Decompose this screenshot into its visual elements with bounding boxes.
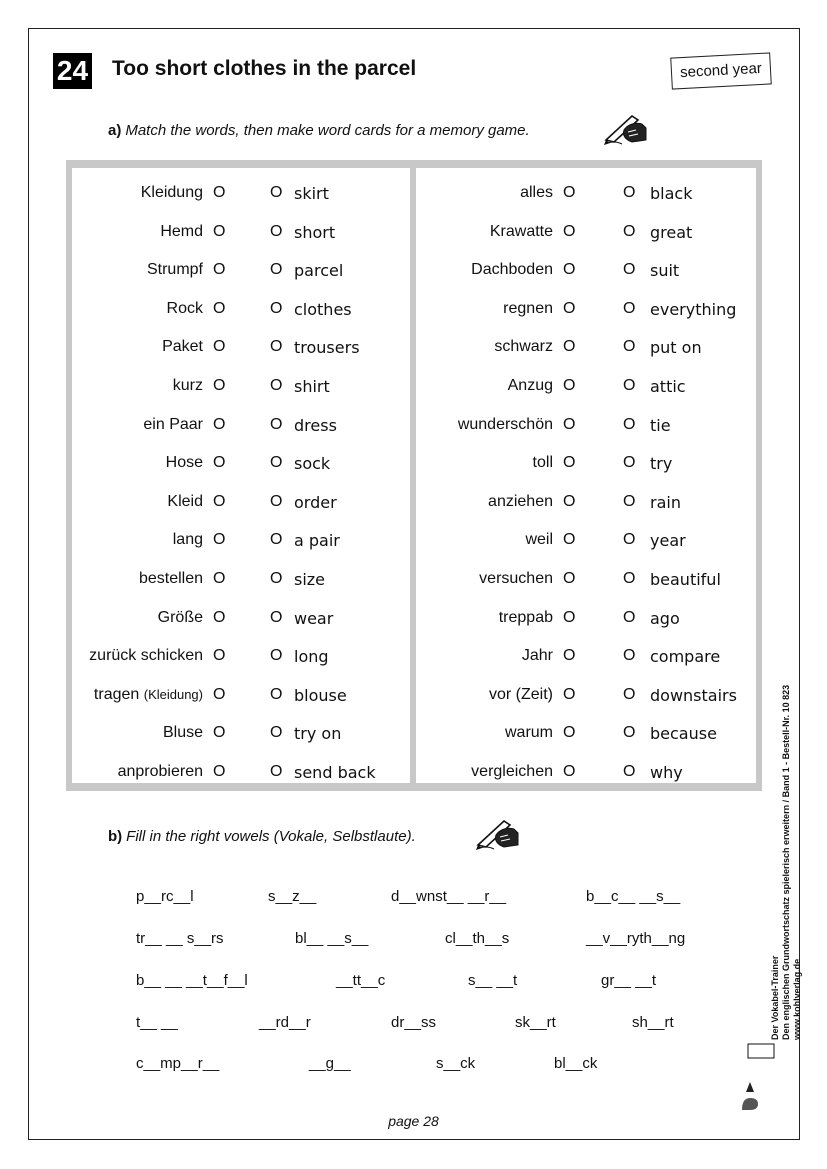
english-word: downstairs bbox=[650, 685, 737, 705]
fill-word[interactable]: cl__th__s bbox=[445, 930, 510, 947]
match-circle-left[interactable]: O bbox=[213, 415, 226, 433]
match-circle-left[interactable]: O bbox=[563, 724, 576, 742]
english-word: order bbox=[294, 492, 337, 512]
match-row bbox=[416, 759, 756, 789]
german-word: schwarz bbox=[494, 338, 553, 356]
writing-hand-icon bbox=[474, 815, 520, 851]
page-title: Too short clothes in the parcel bbox=[112, 57, 417, 80]
fill-word[interactable]: __rd__r bbox=[259, 1014, 311, 1031]
german-word-note: (Kleidung) bbox=[143, 686, 203, 702]
english-word: suit bbox=[650, 261, 680, 281]
matching-panel-right bbox=[416, 168, 756, 783]
match-circle-right[interactable]: O bbox=[623, 261, 636, 279]
match-circle-right[interactable]: O bbox=[270, 415, 283, 433]
german-word: Jahr bbox=[521, 647, 553, 665]
german-word: vor (Zeit) bbox=[489, 685, 553, 703]
match-circle-right[interactable]: O bbox=[623, 338, 636, 356]
task-b-label: b) bbox=[108, 828, 123, 845]
english-word: beautiful bbox=[650, 570, 721, 589]
german-word: toll bbox=[532, 454, 553, 472]
match-circle-left[interactable]: O bbox=[563, 685, 576, 703]
match-row bbox=[72, 334, 410, 364]
english-word: attic bbox=[650, 377, 686, 396]
match-row bbox=[416, 257, 756, 287]
german-word: Paket bbox=[162, 338, 203, 356]
match-row bbox=[416, 373, 756, 403]
match-circle-right[interactable]: O bbox=[623, 454, 636, 472]
match-circle-left[interactable]: O bbox=[213, 724, 226, 742]
english-word: send back bbox=[294, 763, 376, 782]
match-row bbox=[72, 682, 410, 712]
german-word: Strumpf bbox=[146, 261, 203, 279]
fill-word[interactable]: gr__ __t bbox=[601, 972, 657, 989]
match-row bbox=[416, 180, 756, 210]
match-circle-left[interactable]: O bbox=[563, 299, 576, 317]
english-word: short bbox=[294, 222, 336, 242]
fill-word[interactable]: t__ __ bbox=[136, 1014, 178, 1031]
publisher-side-text bbox=[770, 685, 803, 1040]
german-word: bestellen bbox=[138, 570, 203, 587]
page-number: page 28 bbox=[388, 1113, 439, 1129]
german-word: lang bbox=[172, 531, 203, 549]
match-circle-left[interactable]: O bbox=[213, 454, 226, 472]
english-word: everything bbox=[650, 299, 737, 319]
match-circle-left[interactable]: O bbox=[563, 377, 576, 394]
side-text-line1: Der Vokabel-Trainer bbox=[770, 955, 780, 1040]
fill-word[interactable]: tr__ __ s__rs bbox=[136, 930, 224, 947]
german-word: ein Paar bbox=[143, 415, 203, 433]
english-word: ago bbox=[650, 608, 680, 628]
match-circle-right[interactable]: O bbox=[623, 299, 636, 317]
match-circle-right[interactable]: O bbox=[623, 492, 636, 510]
fill-word[interactable]: b__c__ __s__ bbox=[586, 888, 681, 905]
fill-word[interactable]: p__rc__l bbox=[136, 888, 194, 905]
match-circle-right[interactable]: O bbox=[270, 261, 283, 279]
match-circle-right[interactable]: O bbox=[270, 724, 283, 742]
match-circle-right[interactable]: O bbox=[270, 338, 283, 356]
match-row bbox=[72, 373, 410, 403]
match-circle-right[interactable]: O bbox=[623, 415, 636, 433]
match-row bbox=[72, 759, 410, 789]
fill-word[interactable]: d__wnst__ __r__ bbox=[391, 888, 507, 905]
english-word: put on bbox=[650, 338, 702, 358]
german-word: Kleidung bbox=[140, 184, 203, 201]
match-row bbox=[416, 720, 756, 750]
match-row bbox=[72, 489, 410, 519]
match-circle-left[interactable]: O bbox=[213, 647, 226, 665]
match-circle-right[interactable]: O bbox=[270, 647, 283, 665]
writing-hand-icon bbox=[602, 110, 648, 146]
german-word: treppab bbox=[498, 608, 553, 626]
english-word: wear bbox=[294, 608, 334, 628]
match-row bbox=[416, 334, 756, 364]
side-text-line3: www.kohlverlag.de bbox=[792, 958, 802, 1040]
german-word: zurück schicken bbox=[89, 647, 203, 665]
match-circle-right[interactable]: O bbox=[270, 184, 283, 201]
year-badge: second year bbox=[670, 52, 772, 89]
english-word: great bbox=[650, 222, 693, 242]
fill-word[interactable]: dr__ss bbox=[391, 1014, 437, 1031]
match-circle-left[interactable]: O bbox=[563, 531, 576, 549]
match-circle-left[interactable]: O bbox=[213, 570, 226, 587]
match-circle-right[interactable]: O bbox=[270, 685, 283, 703]
match-circle-left[interactable]: O bbox=[213, 222, 226, 240]
fill-word[interactable]: __v__ryth__ng bbox=[586, 930, 686, 947]
match-row bbox=[416, 219, 756, 249]
match-row bbox=[416, 682, 756, 712]
fill-word[interactable]: sk__rt bbox=[515, 1014, 556, 1031]
german-word: Kleid bbox=[167, 492, 203, 510]
match-circle-left[interactable]: O bbox=[213, 608, 226, 626]
match-row bbox=[416, 489, 756, 519]
english-word: a pair bbox=[294, 531, 340, 551]
fill-word[interactable]: sh__rt bbox=[632, 1014, 674, 1031]
german-word: Krawatte bbox=[489, 222, 553, 240]
match-circle-left[interactable]: O bbox=[563, 222, 576, 240]
english-word: compare bbox=[650, 647, 721, 667]
match-circle-right[interactable]: O bbox=[623, 685, 636, 703]
match-row bbox=[72, 412, 410, 442]
match-row bbox=[416, 643, 756, 673]
exercise-number: 24 bbox=[53, 53, 92, 89]
german-word: Hose bbox=[165, 454, 203, 472]
english-word: dress bbox=[294, 415, 337, 435]
english-word: skirt bbox=[294, 184, 329, 203]
german-word: Anzug bbox=[507, 377, 553, 394]
match-row bbox=[416, 566, 756, 596]
match-circle-left[interactable]: O bbox=[213, 184, 226, 201]
match-circle-left[interactable]: O bbox=[563, 570, 576, 587]
publisher-logo bbox=[740, 1042, 776, 1112]
match-row bbox=[416, 527, 756, 557]
english-word: rain bbox=[650, 492, 681, 512]
german-word: kurz bbox=[172, 377, 203, 394]
task-b-instruction bbox=[108, 828, 416, 845]
german-word: tragen (Kleidung) bbox=[93, 685, 203, 703]
match-circle-left[interactable]: O bbox=[563, 184, 576, 201]
match-circle-left[interactable]: O bbox=[213, 492, 226, 510]
match-circle-left[interactable]: O bbox=[563, 454, 576, 472]
match-circle-right[interactable]: O bbox=[623, 222, 636, 240]
task-a-label: a) bbox=[108, 122, 122, 139]
german-word: Rock bbox=[166, 299, 203, 317]
fill-word[interactable]: bl__ck bbox=[554, 1055, 598, 1072]
match-row bbox=[72, 219, 410, 249]
english-word: long bbox=[294, 647, 329, 667]
english-word: because bbox=[650, 724, 717, 744]
match-row bbox=[416, 412, 756, 442]
english-word: sock bbox=[294, 454, 331, 474]
match-circle-right[interactable]: O bbox=[623, 763, 636, 780]
match-circle-right[interactable]: O bbox=[623, 184, 636, 201]
match-row bbox=[416, 450, 756, 480]
german-word: wunderschön bbox=[457, 415, 553, 433]
english-word: blouse bbox=[294, 685, 347, 705]
match-circle-left[interactable]: O bbox=[213, 763, 226, 780]
english-word: try bbox=[650, 454, 673, 474]
match-circle-left[interactable]: O bbox=[213, 299, 226, 317]
fill-word[interactable]: s__ck bbox=[436, 1055, 476, 1072]
match-row bbox=[416, 296, 756, 326]
match-circle-left[interactable]: O bbox=[563, 415, 576, 433]
match-circle-right[interactable]: O bbox=[623, 570, 636, 587]
match-row bbox=[72, 180, 410, 210]
match-row bbox=[416, 605, 756, 635]
english-word: tie bbox=[650, 415, 671, 435]
match-circle-left[interactable]: O bbox=[213, 261, 226, 279]
english-word: black bbox=[650, 184, 693, 203]
match-circle-right[interactable]: O bbox=[270, 454, 283, 472]
german-word: regnen bbox=[503, 299, 553, 317]
match-circle-right[interactable]: O bbox=[270, 492, 283, 510]
match-circle-right[interactable]: O bbox=[623, 531, 636, 549]
fill-word[interactable]: bl__ __s__ bbox=[295, 930, 369, 947]
match-circle-left[interactable]: O bbox=[563, 608, 576, 626]
match-row bbox=[72, 720, 410, 750]
german-word: alles bbox=[520, 184, 553, 201]
fill-word[interactable]: s__ __t bbox=[468, 972, 518, 989]
match-circle-left[interactable]: O bbox=[213, 377, 226, 394]
match-circle-left[interactable]: O bbox=[563, 763, 576, 780]
german-word: Bluse bbox=[162, 724, 203, 742]
match-circle-left[interactable]: O bbox=[563, 338, 576, 356]
match-circle-left[interactable]: O bbox=[563, 261, 576, 279]
match-circle-left[interactable]: O bbox=[213, 531, 226, 549]
match-circle-left[interactable]: O bbox=[563, 647, 576, 665]
english-word: size bbox=[294, 570, 326, 589]
fill-word[interactable]: s__z__ bbox=[268, 888, 317, 905]
match-circle-right[interactable]: O bbox=[270, 377, 283, 394]
match-row bbox=[72, 296, 410, 326]
english-word: parcel bbox=[294, 261, 344, 281]
match-circle-right[interactable]: O bbox=[623, 608, 636, 626]
german-word: weil bbox=[525, 531, 553, 549]
german-word: anprobieren bbox=[117, 763, 203, 780]
match-row bbox=[72, 566, 410, 596]
fill-word[interactable]: __tt__c bbox=[336, 972, 386, 989]
matching-table bbox=[66, 160, 762, 791]
match-row bbox=[72, 643, 410, 673]
fill-word[interactable]: c__mp__r__ bbox=[136, 1055, 220, 1072]
german-word: versuchen bbox=[479, 570, 553, 587]
match-circle-right[interactable]: O bbox=[270, 763, 283, 780]
match-circle-right[interactable]: O bbox=[270, 531, 283, 549]
match-circle-left[interactable]: O bbox=[563, 492, 576, 510]
english-word: try on bbox=[294, 724, 342, 744]
match-row bbox=[72, 450, 410, 480]
match-circle-right[interactable]: O bbox=[623, 647, 636, 665]
matching-panel-left bbox=[72, 168, 410, 783]
side-text-line2: Den englischen Grundwortschatz spielerisch erweitern / Band 1 - Bestell-Nr. 10 823 bbox=[781, 684, 791, 1040]
match-row bbox=[72, 527, 410, 557]
match-circle-right[interactable]: O bbox=[270, 608, 283, 626]
match-circle-right[interactable]: O bbox=[623, 377, 636, 394]
fill-word[interactable]: __g__ bbox=[309, 1055, 351, 1072]
match-circle-right[interactable]: O bbox=[270, 299, 283, 317]
task-a-instruction bbox=[108, 122, 530, 139]
task-a-text: Match the words, then make word cards for a memory game. bbox=[125, 122, 530, 139]
match-row bbox=[72, 605, 410, 635]
fill-word[interactable]: b__ __ __t__f__l bbox=[136, 972, 248, 989]
match-circle-right[interactable]: O bbox=[270, 570, 283, 587]
german-word: anziehen bbox=[488, 492, 553, 510]
match-row bbox=[72, 257, 410, 287]
german-word: Hemd bbox=[160, 222, 203, 240]
task-b-text: Fill in the right vowels (Vokale, Selbstlaute). bbox=[126, 828, 416, 845]
german-word: vergleichen bbox=[471, 763, 553, 780]
english-word: why bbox=[650, 763, 683, 782]
match-circle-left[interactable]: O bbox=[213, 338, 226, 356]
match-circle-left[interactable]: O bbox=[213, 685, 226, 703]
english-word: clothes bbox=[294, 299, 352, 319]
english-word: year bbox=[650, 531, 686, 551]
german-word: warum bbox=[504, 724, 553, 742]
english-word: shirt bbox=[294, 377, 330, 396]
german-word: Dachboden bbox=[471, 261, 553, 279]
english-word: trousers bbox=[294, 338, 360, 358]
match-circle-right[interactable]: O bbox=[270, 222, 283, 240]
german-word: Größe bbox=[157, 608, 203, 626]
match-circle-right[interactable]: O bbox=[623, 724, 636, 742]
